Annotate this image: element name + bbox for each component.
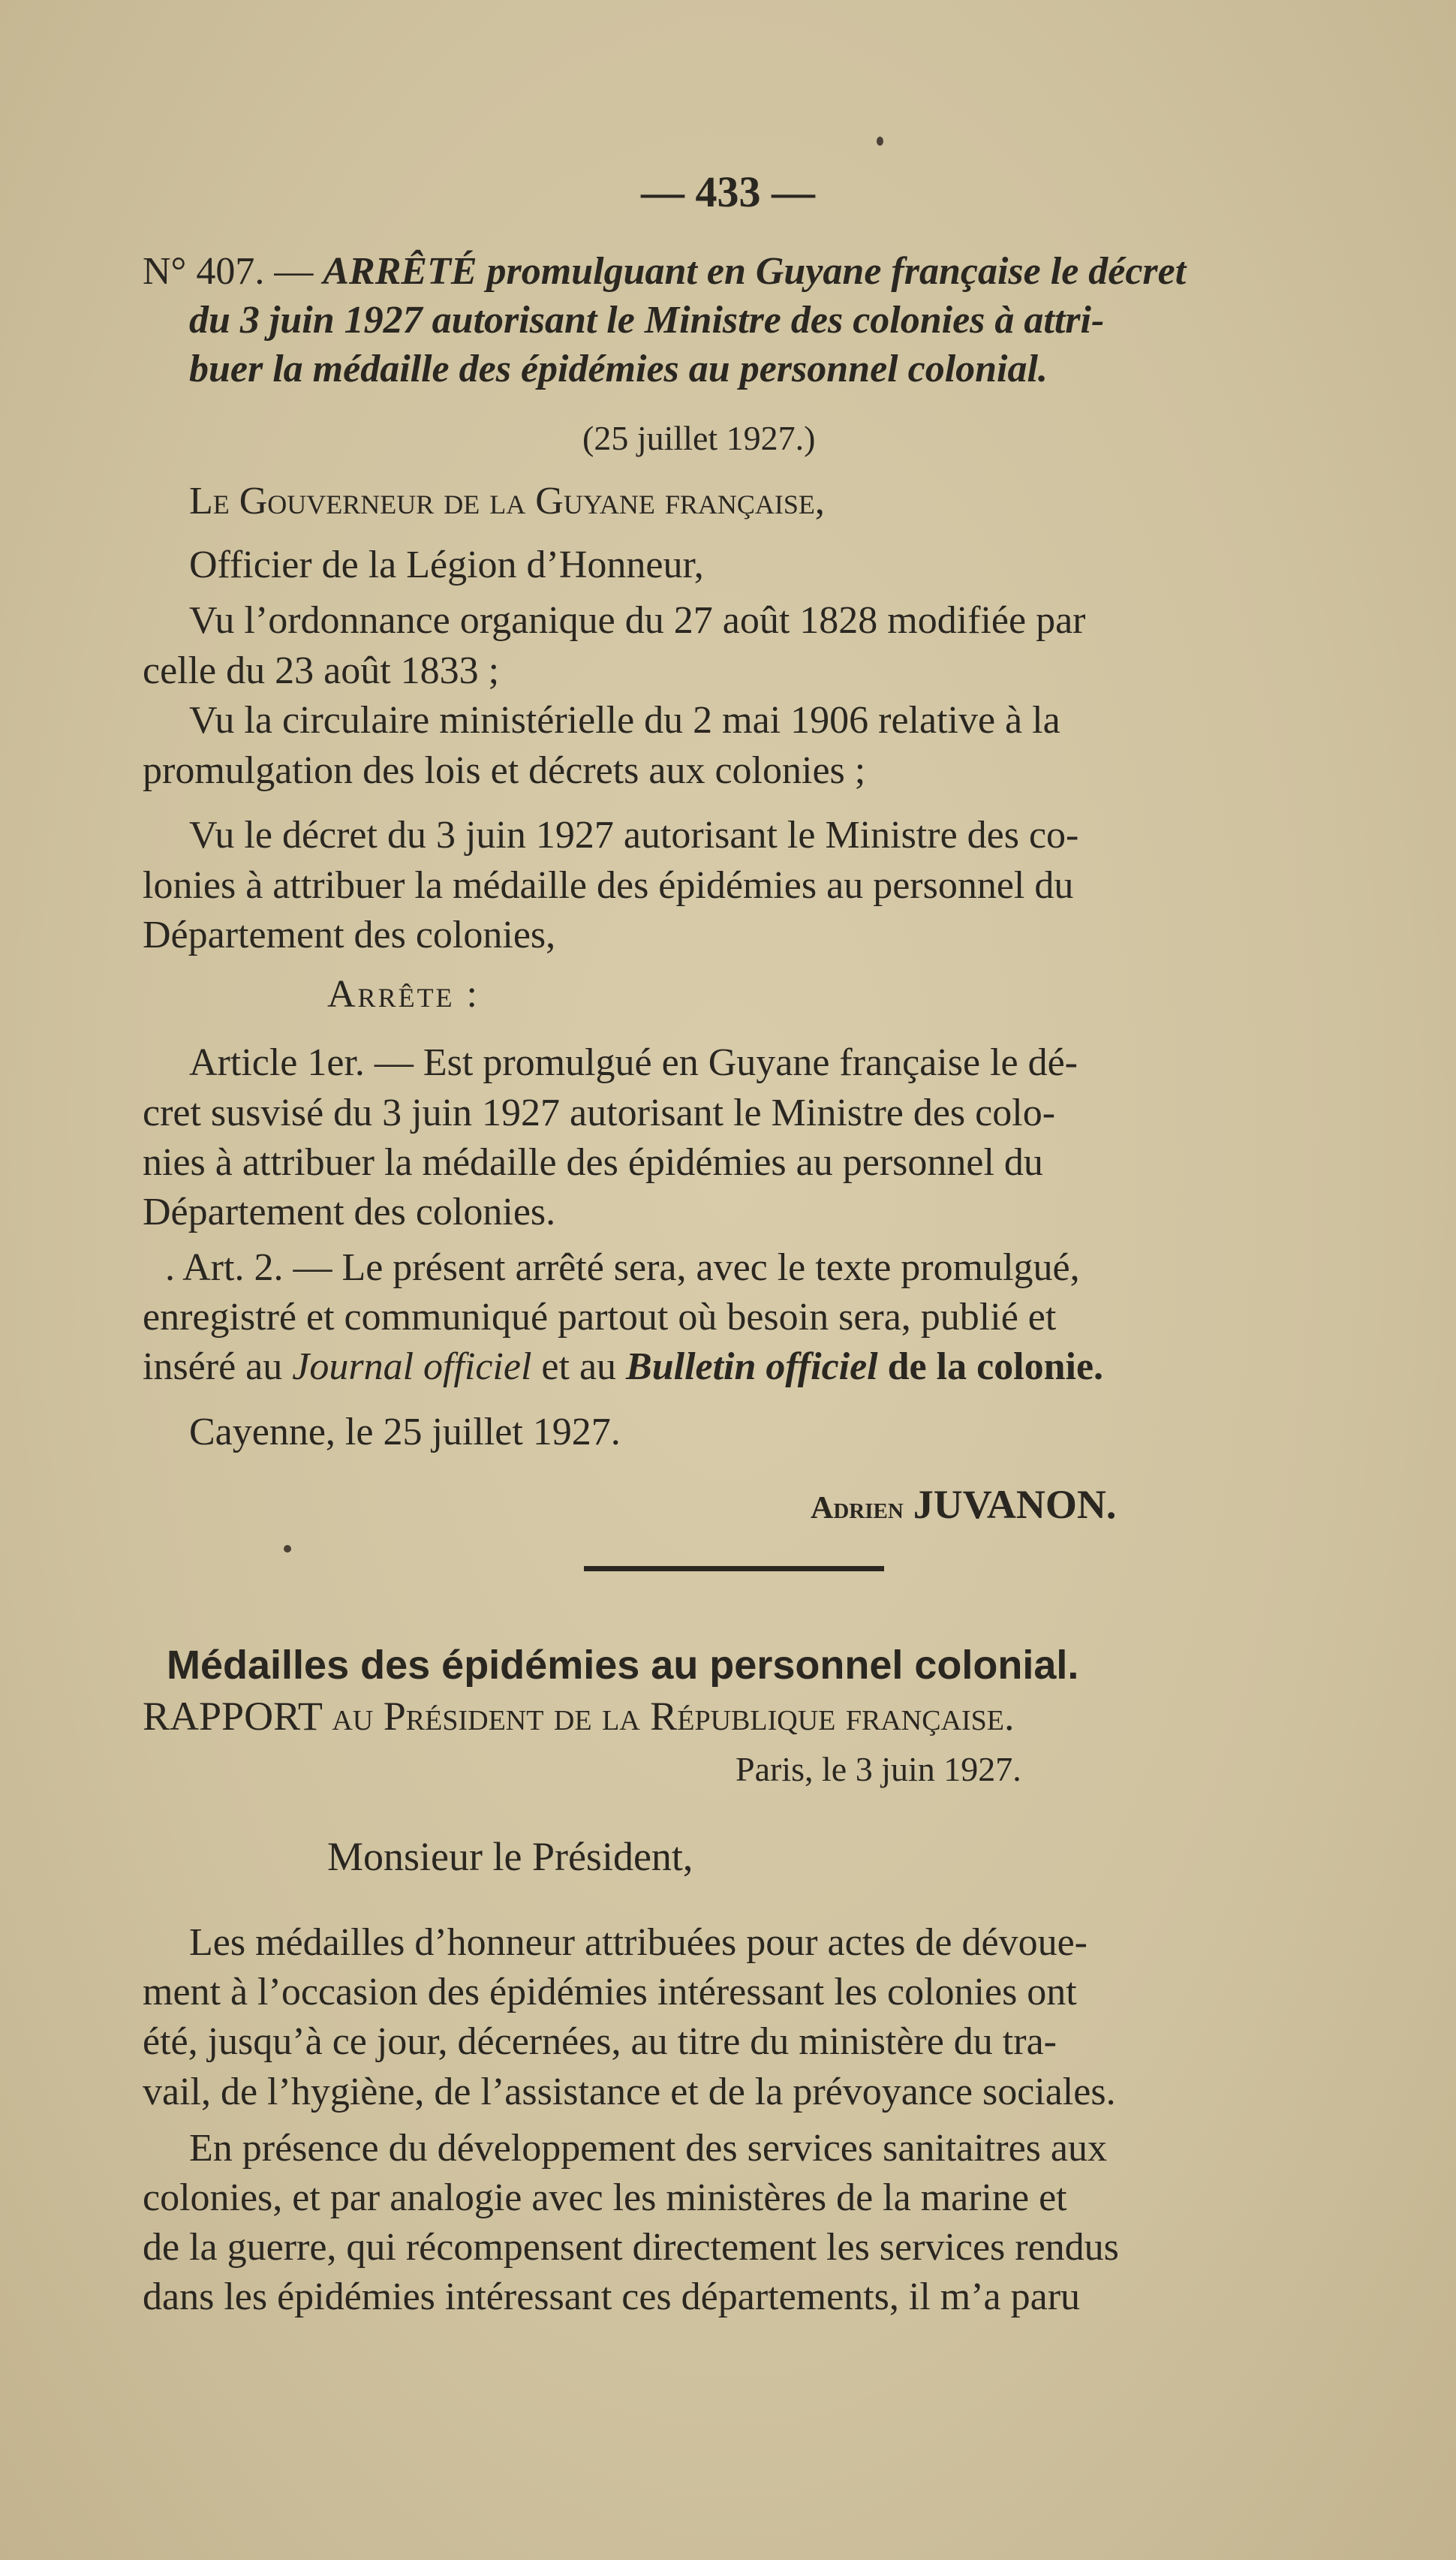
report-p1-line-1: Les médailles d’honneur attribuées pour actes de dévoue- <box>189 1921 1087 1964</box>
article-1-line-1: Article 1er. — Est promulgué en Guyane française le dé- <box>189 1041 1078 1084</box>
report-p2-line-2: colonies, et par analogie avec les ministères de la marine et <box>143 2176 1067 2219</box>
article-2-text-mid: et au <box>531 1345 627 1388</box>
arrete-heading: Arrête : <box>327 973 480 1016</box>
report-p1-line-3: été, jusqu’à ce jour, décernées, au titre du ministère du tra- <box>143 2020 1057 2063</box>
vu-ordonnance-line-2: celle du 23 août 1833 ; <box>143 649 500 692</box>
article-2-line-1: . Art. 2. — Le présent arrêté sera, avec le texte promulgué, <box>165 1246 1080 1289</box>
signature <box>811 1482 1116 1531</box>
decree-title-line-3: buer la médaille des épidémies au personnel colonial. <box>189 348 1048 390</box>
report-p2-line-4: dans les épidémies intéressant ces départements, il m’a paru <box>143 2275 1081 2318</box>
report-p2-line-3: de la guerre, qui récompensent directement les services rendus <box>143 2226 1119 2269</box>
decree-title-line-1 <box>143 249 1186 294</box>
place-date-cayenne: Cayenne, le 25 juillet 1927. <box>189 1411 621 1453</box>
decree-number: N° 407. — <box>143 250 314 293</box>
decree-title-line-2: du 3 juin 1927 autorisant le Ministre des colonies à attri- <box>189 299 1105 342</box>
vu-decret-line-1: Vu le décret du 3 juin 1927 autorisant le Ministre des co- <box>189 814 1079 857</box>
article-2-text-pre: inséré au <box>143 1345 293 1388</box>
article-2-line-3 <box>143 1345 1103 1390</box>
report-p1-line-4: vail, de l’hygiène, de l’assistance et de la prévoyance sociales. <box>143 2071 1116 2113</box>
article-2-line-2: enregistré et communiqué partout où besoin sera, publié et <box>143 1296 1057 1339</box>
vu-circulaire-line-1: Vu la circulaire ministérielle du 2 mai 1906 relative à la <box>189 699 1060 742</box>
section-divider <box>584 1566 884 1571</box>
governor-line: Le Gouverneur de la Guyane française, <box>189 480 825 523</box>
vu-ordonnance-line-1: Vu l’ordonnance organique du 27 août 1828 modifiée par <box>189 599 1086 642</box>
article-1-line-3: nies à attribuer la médaille des épidémies au personnel du <box>143 1141 1043 1184</box>
vu-decret-line-2: lonies à attribuer la médaille des épidémies au personnel du <box>143 864 1074 907</box>
report-p2-line-1: En présence du développement des services sanitaitres aux <box>189 2127 1107 2170</box>
report-subheading: RAPPORT au Président de la République française. <box>143 1694 1015 1739</box>
journal-officiel-title: Journal officiel <box>292 1345 532 1388</box>
report-heading: Médailles des épidémies au personnel colonial. <box>167 1643 1079 1688</box>
signature-first-name: Adrien <box>811 1491 904 1525</box>
vu-circulaire-line-2: promulgation des lois et décrets aux colonies ; <box>143 749 866 792</box>
page-number: — 433 — <box>641 167 815 216</box>
decree-title-text: ARRÊTÉ promulguant en Guyane française le décret <box>323 250 1187 293</box>
report-place-date: Paris, le 3 juin 1927. <box>736 1750 1021 1788</box>
article-2-text-post: de la colonie. <box>877 1345 1104 1388</box>
report-salutation: Monsieur le Président, <box>327 1834 693 1879</box>
vu-decret-line-3: Département des colonies, <box>143 914 556 956</box>
article-1-line-4: Département des colonies. <box>143 1191 556 1233</box>
legion-honneur-line: Officier de la Légion d’Honneur, <box>189 544 704 586</box>
signature-last-name: JUVANON. <box>913 1482 1117 1527</box>
paper-speck <box>877 137 883 146</box>
bulletin-officiel-title: Bulletin officiel <box>626 1345 878 1388</box>
article-1-line-2: cret susvisé du 3 juin 1927 autorisant le Ministre des colo- <box>143 1092 1056 1134</box>
paper-speck <box>284 1545 291 1553</box>
decree-date: (25 juillet 1927.) <box>582 419 816 457</box>
report-p1-line-2: ment à l’occasion des épidémies intéressant les colonies ont <box>143 1971 1077 2013</box>
